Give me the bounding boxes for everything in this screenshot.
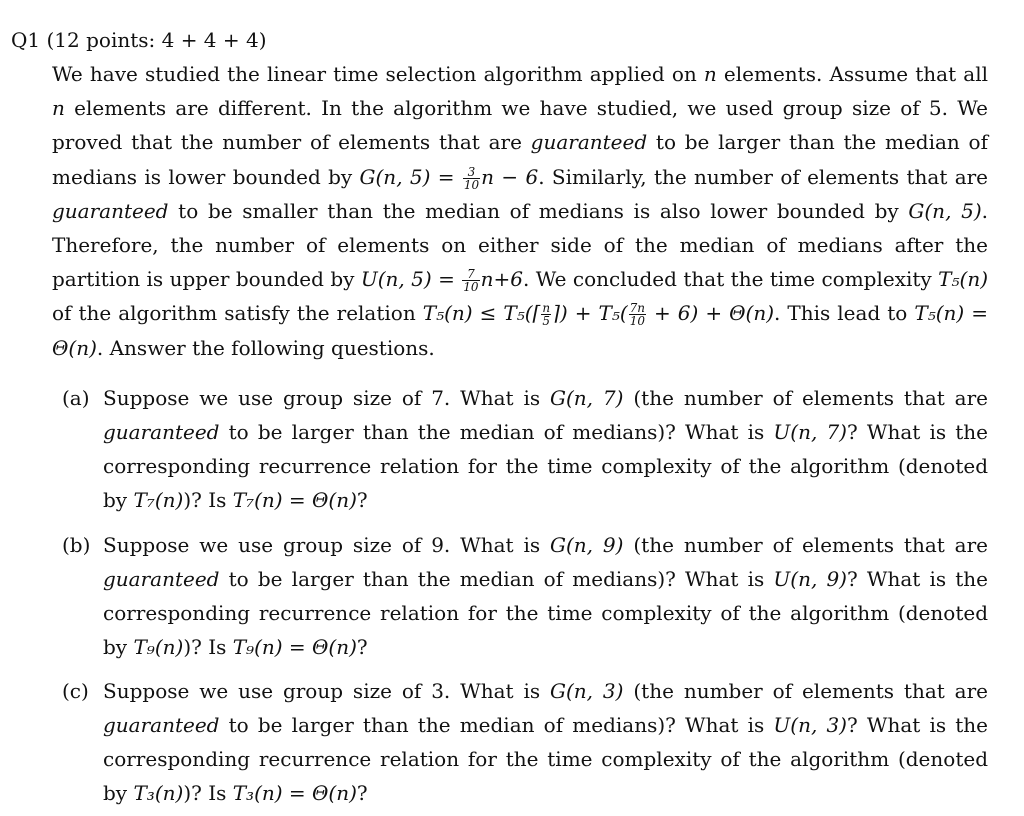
part-text: Suppose we use group size of 7. What is G(n, 7) (the number of elements that are guaranteed to be larger than the median of medians)? What is U(n, 7)? What is the corresponding recurrence relation for the time complexity of the algorithm (denoted by T₇(n))? Is T₇(n) = Θ(n)? — [103, 386, 989, 512]
part-text: Suppose we use group size of 9. What is G(n, 9) (the number of elements that are guaranteed to be larger than the median of medians)? What is U(n, 9)? What is the corresponding recurrence relation for the time complexity of the algorithm (denoted by T₉(n))? Is T₉(n) = Θ(n)? — [103, 533, 989, 659]
formula-u-n-5: U(n, 5) = $\frac{7}{10}$ n+6 — [360, 267, 523, 295]
emphasis-guaranteed: guaranteed — [103, 420, 220, 444]
question-points: (12 points: 4 + 4 + 4) — [46, 28, 267, 52]
part-text: Suppose we use group size of 3. What is G(n, 3) (the number of elements that are guaranteed to be larger than the median of medians)? What is U(n, 3)? What is the corresponding recurrence relation for the time complexity of the algorithm (denoted by T₃(n))? Is T₃(n) = Θ(n)? — [103, 679, 989, 805]
question-label: Q1 — [11, 28, 41, 52]
formula-conclusion: T₅(n) = Θ(n) — [52, 301, 988, 360]
fraction-7-10: $\frac{7}{10}$ — [463, 267, 479, 295]
part-a — [62, 381, 988, 517]
formula-g-n-5: G(n, 5) = $\frac{3}{10}$ n − 6 — [359, 164, 539, 192]
part-label: (b) — [62, 533, 91, 557]
math-n: n — [703, 62, 717, 86]
formula-g-ref: G(n, 5) — [908, 198, 982, 223]
emphasis-guaranteed: guaranteed — [52, 198, 169, 223]
part-b — [62, 528, 988, 664]
question-header — [11, 26, 267, 54]
part-c — [62, 674, 988, 810]
fraction-3-10: $\frac{3}{10}$ — [463, 164, 480, 192]
emphasis-guaranteed: guaranteed — [103, 713, 220, 737]
emphasis-guaranteed: guaranteed — [530, 130, 648, 155]
formula-t5n: T₅(n) — [938, 267, 988, 292]
fraction-n-5: $\frac{n}{5}$ — [542, 301, 551, 329]
math-n: n — [52, 96, 65, 121]
formula-recurrence: T₅(n) ≤ T₅(⌈ $\frac{n}{5}$ ⌉) + T₅( $\frac{7n}{10}$ + 6) + Θ(n) — [422, 301, 775, 329]
part-label: (c) — [62, 679, 89, 703]
intro-paragraph: We have studied the linear time selection algorithm applied on n elements. Assume that all n elements are different. In the algorithm we have studied, we used group size of 5. We proved that the number of elements that are guaranteed to be larger than the median of medians is lower bounded by G(n, 5) = $\frac{3}{10}$ n − 6. Similarly, the number of elements that are guaranteed to be smaller than the median of medians is also lower bounded by G(n, 5). Therefore, the number of elements on either side of the median of medians after the partition is upper bounded by U(n, 5) = $\frac{7}{10}$ n+6. We concluded that the time complexity T₅(n) of the algorithm satisfy the relation T₅(n) ≤ T₅(⌈ $\frac{n}{5}$ ⌉) + T₅( $\frac{7n}{10}$ + 6) + Θ(n). This lead to T₅(n) = Θ(n). Answer the following questions. — [52, 62, 989, 360]
part-label: (a) — [62, 386, 90, 410]
emphasis-guaranteed: guaranteed — [103, 567, 220, 591]
fraction-7n-10: $\frac{7n}{10}$ — [629, 301, 646, 329]
